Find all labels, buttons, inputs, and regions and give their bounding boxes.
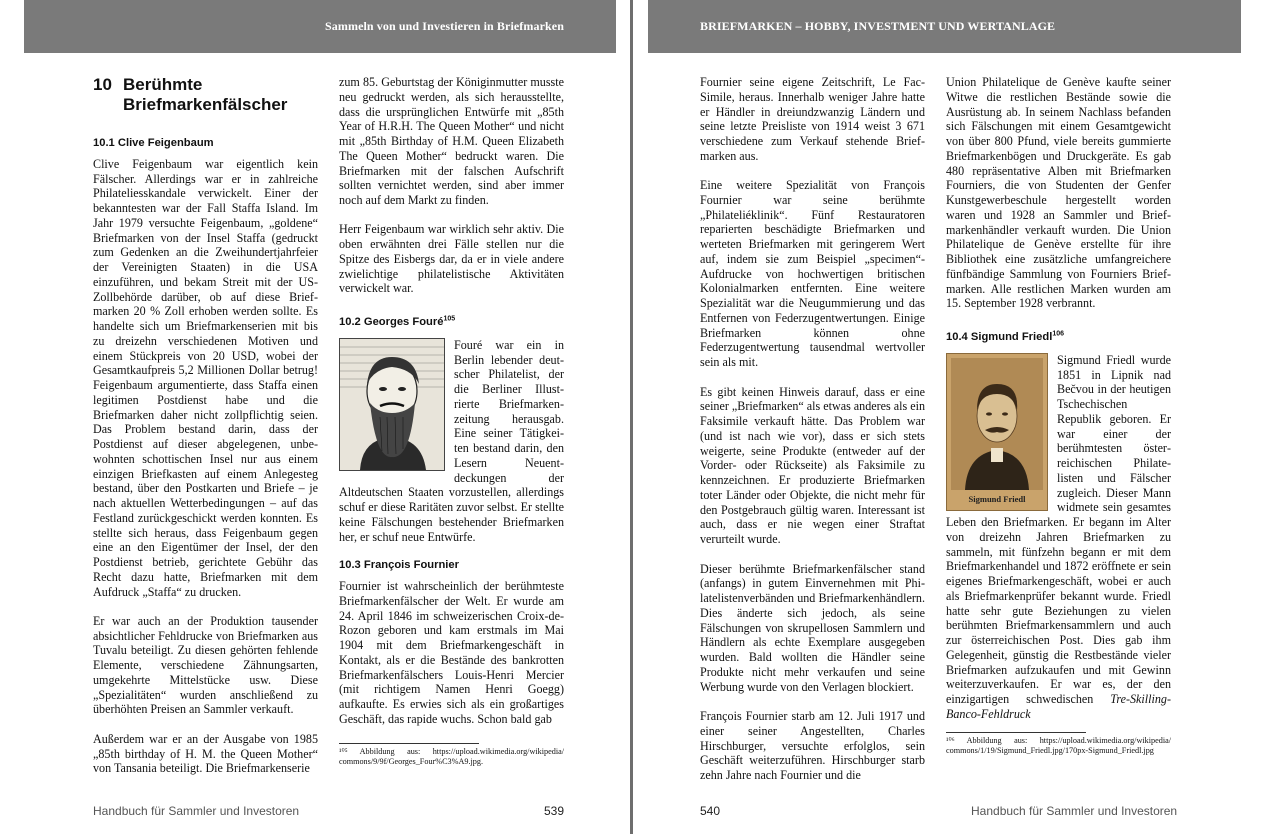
footnote-105: ¹⁰⁵ Abbildung aus: https://upload.wikimedia.org/wikipedia/ commons/9/9f/Georges_Four%C3%A9.jpg. (339, 746, 564, 767)
left-page-number: 539 (544, 804, 565, 818)
paragraph: zum 85. Geburtstag der Königinmutter musste neu gedruckt werden, als sich herausstellte, dass die ursprünglichen Entwürfe mit „85th Year of H.R.H. The Queen Mother“ und nicht mit „85th Birthday of H.M. Queen Elizabeth The Queen Mother“ bedruckt waren. Die Briefmarken mit der falschen Aufschrift sollten vernichtet werden, sind aber immer noch auf dem Markt zu finden. (339, 75, 564, 207)
right-footer: Handbuch für Sammler und Investoren (971, 804, 1178, 818)
footnote-ref-105: 105 (443, 315, 456, 323)
italic-term: Tre-Skilling-Banco-Fehldruck (946, 692, 1171, 721)
paragraph: Er war auch an der Produktion tausender absichtlicher Fehldrucke von Briefmarken aus Tuvalu beteiligt. Zu diesen gehörten fehlende Elemente, verschiedene Zähnungsarten, umgekehrte Mittelstücke usw. Diese „Spezialitäten“ wurden anschließend zu überhöhten Preisen an Sammler verkauft. (93, 613, 318, 717)
footnote-rule (946, 732, 1086, 733)
section-heading-10-2 (339, 315, 564, 330)
chapter-number: 10 (93, 75, 112, 94)
paragraph: Fournier seine eigene Zeitschrift, Le Fac-Simile, heraus. Innerhalb weniger Jahre hatte er Händler in dreiundzwanzig Ländern und seine letzte Preisliste von 1914 weist 3 671 verschiedene zum Verkauf stehende Briefmarken aus. (700, 75, 925, 163)
paragraph: Herr Feigenbaum war wirklich sehr aktiv. Die oben erwähnten drei Fälle stellen nur die Spitze des Eisbergs dar, da er in viele andere zwielichtige philatelistische Aktivitäten verwickelt war. (339, 222, 564, 296)
chapter-title-line1: Berühmte (123, 75, 203, 94)
right-page-column-2 (946, 75, 1171, 757)
section-heading-text: 10.2 Georges Fouré (339, 316, 444, 329)
section-heading-10-4 (946, 330, 1171, 345)
paragraph: Union Philatelique de Genève kaufte seiner Witwe die restlichen Bestände sowie die Ausrüstung ab. In seinem Nachlass befanden sich Fälschungen mit einem Gesamtgewicht von über 800 Pfund, viele bereits gummierte Briefmarkenbögen und Druckgeräte. Es gab 480 repräsentative Alben mit Briefmarken Fourniers, die von Studenten der Genfer Kunstgewerbeschule hergestellt worden waren und 1928 an Sammler und Briefmarkenhändler verkauft wurden. Die Union Philatelique de Genève erstellte für ihre Bibliothek eine zusätzliche umfangreichere fünfbändige Sammlung von Fourniers Briefmarken. Alle restlichen Marken wurden am 15. September 1928 verbrannt. (946, 75, 1171, 311)
paragraph-text: Dieser Mann widmete sein gesamtes Leben den Briefmarken. Er begann im Alter von dreizehn Jahren Briefmarken zu sammeln, mit fünfzehn begann er mit dem Briefmarkenhandel und 1872 eröffnete er sein eigenes Briefmarkengeschäft, wobei er auch als Briefmarkenprüfer bekannt wurde. Friedl hatte sehr gute Beziehungen zu vielen berühmten Briefmarkensammlern und auch zur österreichischen Post. Dies gab ihm Gelegenheit, günstig die Restbestände vieler Briefmarken aufzukaufen und mit Gewinn weiterzuverkaufen. Er war es, der den einzigartigen schwedischen (946, 485, 1171, 706)
right-page-column-1 (700, 75, 925, 783)
right-header-text: BRIEFMARKEN – HOBBY, INVESTMENT UND WERTANLAGE (700, 19, 1056, 33)
paragraph-text: Fouré war ein in Berlin lebender deutscher Philatelist, der die Berliner Illustrierte Briefmarkenzeitung herausgab. Eine seiner Tätigkeiten bestand darin, den Lesern Neuentdeckungen der (454, 337, 564, 485)
chapter-title-line2: Briefmarkenfälscher (123, 95, 288, 114)
paragraph: Es gibt keinen Hinweis darauf, dass er eine seiner „Briefmarken“ als etwas anderes als ein Faksimile verkauft hätte. Das Problem war (und ist nach wie vor), dass er sich stets weigerte, seine Produkte (entweder auf der Vorder- oder Rückseite) als Faksimile zu kennzeichnen. Er produzierte Briefmarken toter Länder oder Objekte, die nicht mehr für den Postgebrauch gültig waren. Interessant ist auch, dass er nie wegen einer Straftat verurteilt wurde. (700, 384, 925, 547)
right-page-number: 540 (700, 804, 721, 818)
section-heading-10-3: 10.3 François Fournier (339, 559, 459, 572)
left-footer: Handbuch für Sammler und Investoren (93, 804, 300, 818)
left-page-column-1 (93, 75, 318, 776)
paragraph: Dieser berühmte Briefmarkenfälscher stand (anfangs) in gutem Einvernehmen mit Philatelistenverbänden und Briefmarkenhändlern. Dies änderte sich jedoch, als seine Fälschungen von skrupellosen Sammlern und Händlern als echte Exemplare ausgegeben wurden. Bald wollten die Händler seine Produkte nicht mehr verkaufen und seine Werbung wurde von den Verlagen blockiert. (700, 561, 925, 694)
figure-sigmund-friedl (946, 353, 1048, 511)
paragraph: François Fournier starb am 12. Juli 1917 und einer seiner Angestellten, Charles Hirschburger, versuchte erfolglos, sein Geschäft weiterzuführen. Hirschburger starb zehn Jahre nach Fournier und die (700, 709, 925, 782)
left-page-column-2 (339, 75, 564, 768)
footnote-106: ¹⁰⁶ Abbildung aus: https://upload.wikimedia.org/wikipedia/ commons/1/19/Sigmund_Friedl.jpg/170px-Sigmund_Friedl.jpg (946, 735, 1171, 755)
left-page (0, 0, 630, 834)
right-running-header (648, 0, 1241, 53)
right-page (633, 0, 1261, 834)
paragraph: Clive Feigenbaum war eigentlich kein Fälscher. Allerdings war er in zahlreiche Philateliesskandale verwickelt. Einer der bekanntesten war der Fall Staffa Island. Im Jahr 1979 versuchte Feigenbaum, „goldene“ Briefmarken von der Insel Staffa (gedruckt zum Gedenken an die Zweihundertjahrfeier der Vereinigten Staaten) in die USA einzuführen, und bekam Streit mit der US-Zollbehörde darüber, ob auf diese Briefmarken 20 % Zoll erhoben werden sollte. Es handelte sich um Briefmarkenserien mit bis zu dreizehn verschiedenen Motiven und einem Stückpreis von 20 USD, wobei der Gesamtkaufpreis 5,2 Millionen Dollar betrug! Feigenbaum argumentierte, dass Staffa einen legitimen Postdienst habe und die Briefmarken daher nicht zollpflichtig seien. Das Problem bestand darin, dass der Postdienst auf dieser abgelegenen, unbewohnten schottischen Insel nur aus einem einzigen Briefkasten auf einem Anlegesteg bestand, über den Postkarten und Briefe – je nach aktuellen Wetterbedingungen – auf das Festland zurückgeschickt werden konnten. Es stellte sich heraus, dass Feigenbaum gegen eine an den Eigentümer der Insel, der den Postdienst betrieb, gerichtete Gebühr das Recht dazu hatte, Briefmarken mit dem Aufdruck „Staffa“ zu drucken. (93, 156, 318, 599)
left-header-text: Sammeln von und Investieren in Briefmarken (325, 19, 564, 33)
engraved-portrait-icon (340, 339, 444, 470)
paragraph: Außerdem war er an der Ausgabe von 1985 „85th birthday of H. M. the Queen Mother“ von Tansania beteiligt. Die Briefmarkenserie (93, 731, 318, 776)
paragraph-text: Sigmund Friedl wurde 1851 in Lipnik nad Bečvou in der heutigen Tschechischen Republik geboren. Er war einer der berühmtesten österreichischen Philatelisten und Fälscher zugleich. (1057, 352, 1171, 500)
section-heading-10-1: 10.1 Clive Feigenbaum (93, 137, 214, 149)
section-heading-text: 10.4 Sigmund Friedl (946, 331, 1053, 343)
footnote-rule (339, 743, 479, 744)
chapter-title (93, 75, 318, 117)
paragraph: Fournier ist wahrscheinlich der berühmteste Briefmarkenfälscher der Welt. Er wurde am 24. April 1846 im schweizerischen Croix-de-Rozon geboren und kam erstmals im Mai 1904 mit dem Briefmarkengeschäft in Kontakt, als er die Bestände des bankrotten Briefmarkenfälschers Louis-Henri Mercier (mit richtigem Namen Henri Goegg) aufkaufte. Es erwies sich als ein großartiges Geschäft, das rapide wuchs. Schon bald gab (339, 579, 564, 726)
footnote-ref-106: 106 (1052, 330, 1064, 338)
left-running-header (24, 0, 616, 53)
photo-caption: Sigmund Friedl (968, 494, 1026, 504)
paragraph-text: Altdeutschen Staaten vorzustellen, allerdings schuf er diese Raritäten zuvor selbst. Er stellte keine Fälschungen bestehender Briefmarken her, er schuf neue Entwürfe. (339, 485, 564, 544)
sepia-photo-portrait-icon (947, 354, 1047, 510)
paragraph: Eine weitere Spezialität von François Fournier war seine berühmte „Philateliéklinik“. Fünf Restauratoren reparierten beschädigte Briefmarken und werteten Briefmarken mit geringerem Wert auf, indem sie zum Beispiel „specimen“-Aufdrucke von hochwertigen britischen Kolonialmarken entfernten. Eine weitere Spezialität war die Neugummierung und das Entfernen von Federzugentwertungen. Einige Briefmarken können ohne Federzugentwertung tausendmal wertvoller sein als mit. (700, 178, 925, 370)
figure-georges-foure (339, 338, 445, 471)
